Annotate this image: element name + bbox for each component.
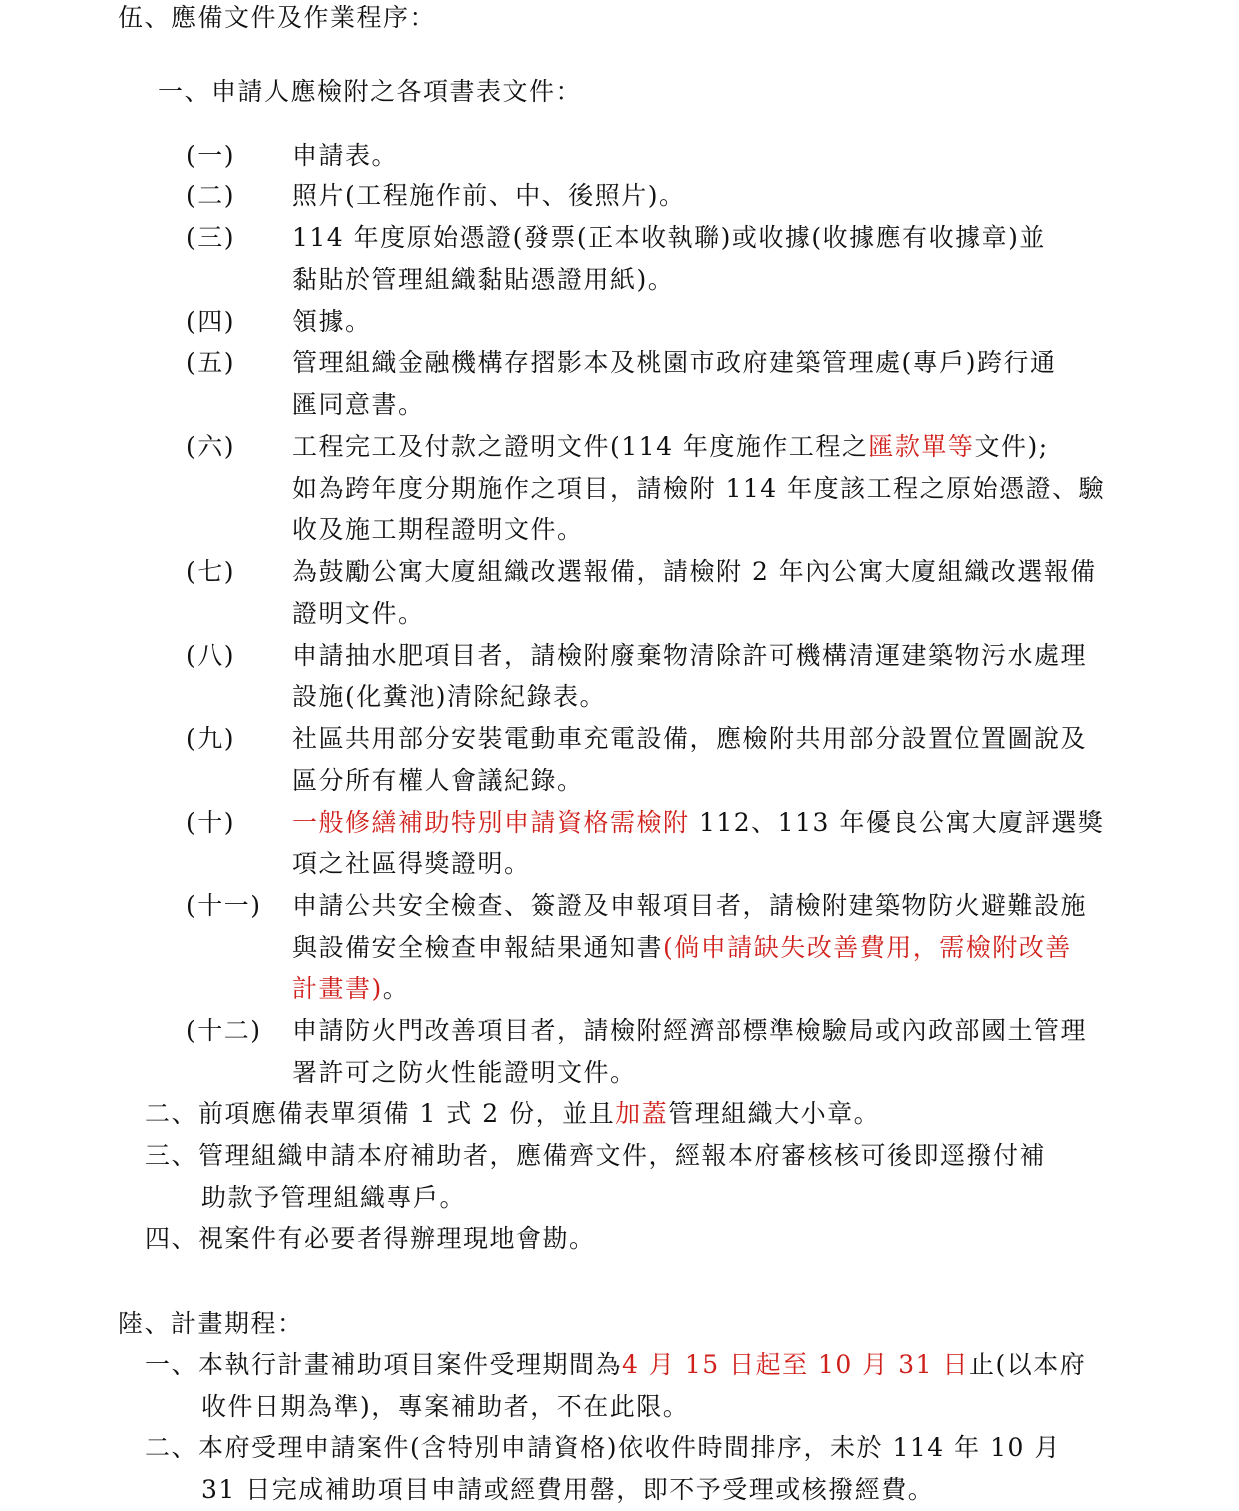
paragraph-part: 管理組織大小章。 — [668, 1099, 881, 1128]
subsection-title: 一、申請人應檢附之各項書表文件： — [158, 77, 583, 106]
paragraph: 四、視案件有必要者得辦理現地會勘。 — [145, 1224, 596, 1253]
item-text: 社區共用部分安裝電動車充電設備，應檢附共用部分設置位置圖說及 — [292, 724, 1088, 753]
highlight-text: 計畫書) — [292, 974, 383, 1003]
highlight-text: (倘申請缺失改善費用，需檢附改善 — [663, 933, 1072, 962]
item-text: 照片(工程施作前、中、後照片)。 — [292, 181, 686, 210]
item-number: (四) — [186, 307, 236, 336]
item-text-part: 文件); — [974, 432, 1049, 461]
item-text: 黏貼於管理組織黏貼憑證用紙)。 — [292, 265, 675, 294]
item-text: 管理組織金融機構存摺影本及桃園市政府建築管理處(專戶)跨行通 — [292, 348, 1057, 377]
paragraph: 31 日完成補助項目申請或經費用罄，即不予受理或核撥經費。 — [201, 1475, 935, 1504]
item-text-part: 與設備安全檢查申報結果通知書 — [292, 933, 664, 962]
item-text: 設施(化糞池)清除紀錄表。 — [292, 682, 607, 711]
item-number: (六) — [186, 432, 236, 461]
item-text-part: 。 — [382, 974, 410, 1003]
item-number: (十二) — [186, 1016, 262, 1045]
item-text: 匯同意書。 — [292, 390, 425, 419]
item-text: 領據。 — [292, 307, 372, 336]
highlight-text: 匯款單等 — [868, 432, 975, 461]
item-number: (八) — [186, 641, 236, 670]
item-number: (九) — [186, 724, 236, 753]
item-text: 如為跨年度分期施作之項目，請檢附 114 年度該工程之原始憑證、驗 — [292, 474, 1106, 503]
item-text-part: 112、113 年優良公寓大廈評選獎 — [689, 808, 1105, 837]
paragraph: 助款予管理組織專戶。 — [201, 1183, 467, 1212]
highlight-text: 一般修繕補助特別申請資格需檢附 — [292, 808, 690, 837]
paragraph-part: 二、前項應備表單須備 1 式 2 份，並且 — [145, 1099, 616, 1128]
paragraph-part: 止(以本府 — [968, 1350, 1087, 1379]
item-text: 署許可之防火性能證明文件。 — [292, 1058, 637, 1087]
item-number: (一) — [186, 141, 236, 170]
item-text: 申請公共安全檢查、簽證及申報項目者，請檢附建築物防火避難設施 — [292, 891, 1088, 920]
item-number: (三) — [186, 223, 236, 252]
item-text: 區分所有權人會議紀錄。 — [292, 766, 584, 795]
item-text: 申請防火門改善項目者，請檢附經濟部標準檢驗局或內政部國土管理 — [292, 1016, 1088, 1045]
item-text — [292, 807, 1104, 839]
item-text: 申請抽水肥項目者，請檢附廢棄物清除許可機構清運建築物污水處理 — [292, 641, 1088, 670]
item-text: 收及施工期程證明文件。 — [292, 515, 584, 544]
paragraph: 收件日期為準)，專案補助者，不在此限。 — [201, 1392, 690, 1421]
item-number: (二) — [186, 181, 236, 210]
item-text-part: 工程完工及付款之證明文件(114 年度施作工程之 — [292, 432, 869, 461]
section-title: 伍、應備文件及作業程序： — [118, 3, 437, 32]
item-number: (七) — [186, 557, 236, 586]
item-text: 申請表。 — [292, 141, 399, 170]
item-text — [292, 932, 1072, 964]
item-text: 114 年度原始憑證(發票(正本收執聯)或收據(收據應有收據章)並 — [292, 223, 1046, 252]
paragraph — [145, 1349, 1086, 1381]
section-title: 陸、計畫期程： — [118, 1309, 304, 1338]
item-number: (十) — [186, 808, 236, 837]
highlight-text: 4 月 15 日起至 10 月 31 日 — [622, 1350, 969, 1379]
paragraph: 三、管理組織申請本府補助者，應備齊文件，經報本府審核核可後即逕撥付補 — [145, 1141, 1047, 1170]
item-text: 為鼓勵公寓大廈組織改選報備，請檢附 2 年內公寓大廈組織改選報備 — [292, 557, 1097, 586]
item-text: 項之社區得獎證明。 — [292, 849, 531, 878]
item-number: (十一) — [186, 891, 262, 920]
paragraph — [145, 1098, 880, 1130]
item-text — [292, 973, 409, 1005]
item-text — [292, 431, 1049, 463]
item-number: (五) — [186, 348, 236, 377]
item-text: 證明文件。 — [292, 599, 425, 628]
paragraph-part: 一、本執行計畫補助項目案件受理期間為 — [145, 1350, 623, 1379]
highlight-text: 加蓋 — [615, 1099, 669, 1128]
paragraph: 二、本府受理申請案件(含特別申請資格)依收件時間排序，未於 114 年 10 月 — [145, 1433, 1061, 1462]
